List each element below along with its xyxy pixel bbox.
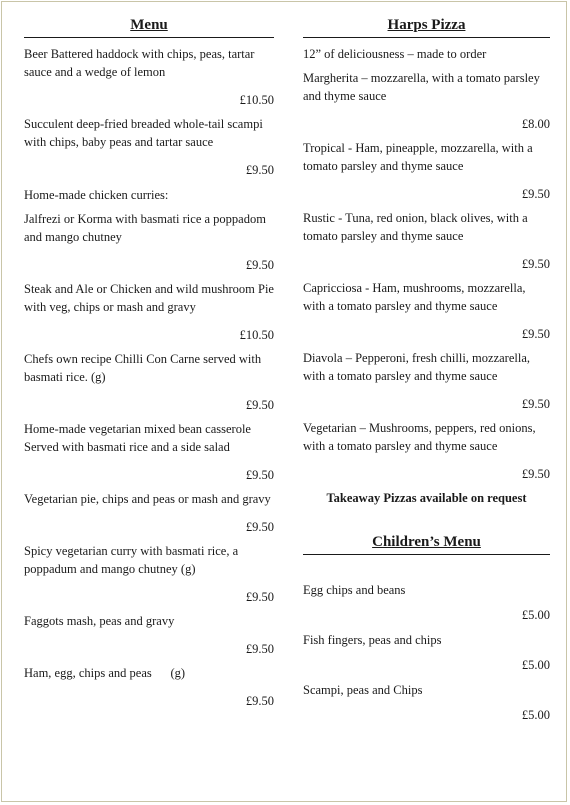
item-description: Beer Battered haddock with chips, peas, tartar sauce and a wedge of lemon (24, 47, 255, 79)
menu-item-veg-curry (24, 542, 274, 606)
menu-item-faggots (24, 612, 274, 658)
menu-item-scampi (24, 115, 274, 179)
menu-item-bean-casserole (24, 420, 274, 484)
item-description: Steak and Ale or Chicken and wild mushroom Pie with veg, chips or mash and gravy (24, 282, 274, 314)
pizza-item-margherita (303, 69, 550, 133)
item-price: £9.50 (521, 397, 550, 411)
item-price: £9.50 (245, 163, 274, 177)
item-description: Scampi, peas and Chips (303, 683, 423, 697)
item-description: Jalfrezi or Korma with basmati rice a poppadom and mango chutney (24, 212, 266, 244)
item-price: £9.50 (245, 258, 274, 272)
item-description: Margherita – mozzarella, with a tomato parsley and thyme sauce (303, 71, 540, 103)
item-description: Tropical - Ham, pineapple, mozzarella, with a tomato parsley and thyme sauce (303, 141, 533, 173)
item-price: £8.00 (521, 117, 550, 131)
menu-item-haddock (24, 45, 274, 109)
item-description: Ham, egg, chips and peas (g) (24, 666, 186, 680)
item-price: £9.50 (245, 642, 274, 656)
item-price: £9.50 (245, 468, 274, 482)
pizza-children-column (303, 2, 550, 724)
menu-item-curry (24, 210, 274, 274)
item-description: Succulent deep-fried breaded whole-tail scampi with chips, baby peas and tartar sauce (24, 117, 263, 149)
pizza-item-diavola (303, 349, 550, 413)
item-description: Vegetarian – Mushrooms, peppers, red onions, with a tomato parsley and thyme sauce (303, 421, 536, 453)
item-price: £9.50 (521, 467, 550, 481)
item-description: Spicy vegetarian curry with basmati rice, a poppadum and mango chutney (g) (24, 544, 239, 576)
menu-heading: Menu (24, 2, 274, 38)
item-description: Rustic - Tuna, red onion, black olives, with a tomato parsley and thyme sauce (303, 211, 528, 243)
children-menu-heading: Children’s Menu (303, 533, 550, 555)
item-price: £9.50 (245, 590, 274, 604)
children-item-egg-chips (303, 581, 550, 624)
item-price: £9.50 (521, 327, 550, 341)
pizza-item-capricciosa (303, 279, 550, 343)
pizza-item-vegetarian (303, 419, 550, 483)
item-price: £9.50 (521, 187, 550, 201)
item-description: Fish fingers, peas and chips (303, 633, 442, 647)
item-price: £9.50 (245, 398, 274, 412)
pizza-heading: Harps Pizza (303, 2, 550, 38)
item-description: Faggots mash, peas and gravy (24, 614, 175, 628)
children-item-fish-fingers (303, 631, 550, 674)
menu-item-veg-pie (24, 490, 274, 536)
pizza-item-rustic (303, 209, 550, 273)
curries-label: Home-made chicken curries: (24, 188, 169, 202)
menu-item-chilli (24, 350, 274, 414)
item-price: £5.00 (521, 608, 550, 622)
menu-item-pie (24, 280, 274, 344)
item-price: £5.00 (521, 658, 550, 672)
menu-item-ham-egg (24, 664, 274, 710)
item-description: Capricciosa - Ham, mushrooms, mozzarella, with a tomato parsley and thyme sauce (303, 281, 526, 313)
menu-page (1, 1, 567, 802)
item-price: £9.50 (245, 694, 274, 708)
item-description: Egg chips and beans (303, 583, 406, 597)
children-item-scampi (303, 681, 550, 724)
item-description: Chefs own recipe Chilli Con Carne served with basmati rice. (g) (24, 352, 262, 384)
item-price: £10.50 (239, 93, 274, 107)
pizza-item-tropical (303, 139, 550, 203)
item-price: £9.50 (521, 257, 550, 271)
item-price: £10.50 (239, 328, 274, 342)
pizza-intro: 12” of deliciousness – made to order (303, 47, 487, 61)
item-description: Vegetarian pie, chips and peas or mash and gravy (24, 492, 271, 506)
takeaway-note: Takeaway Pizzas available on request (326, 491, 527, 505)
item-description: Home-made vegetarian mixed bean casserole Served with basmati rice and a side salad (24, 422, 251, 454)
item-price: £5.00 (521, 708, 550, 722)
item-description: Diavola – Pepperoni, fresh chilli, mozzarella, with a tomato parsley and thyme sauce (303, 351, 531, 383)
item-price: £9.50 (245, 520, 274, 534)
main-menu-column (24, 2, 274, 710)
